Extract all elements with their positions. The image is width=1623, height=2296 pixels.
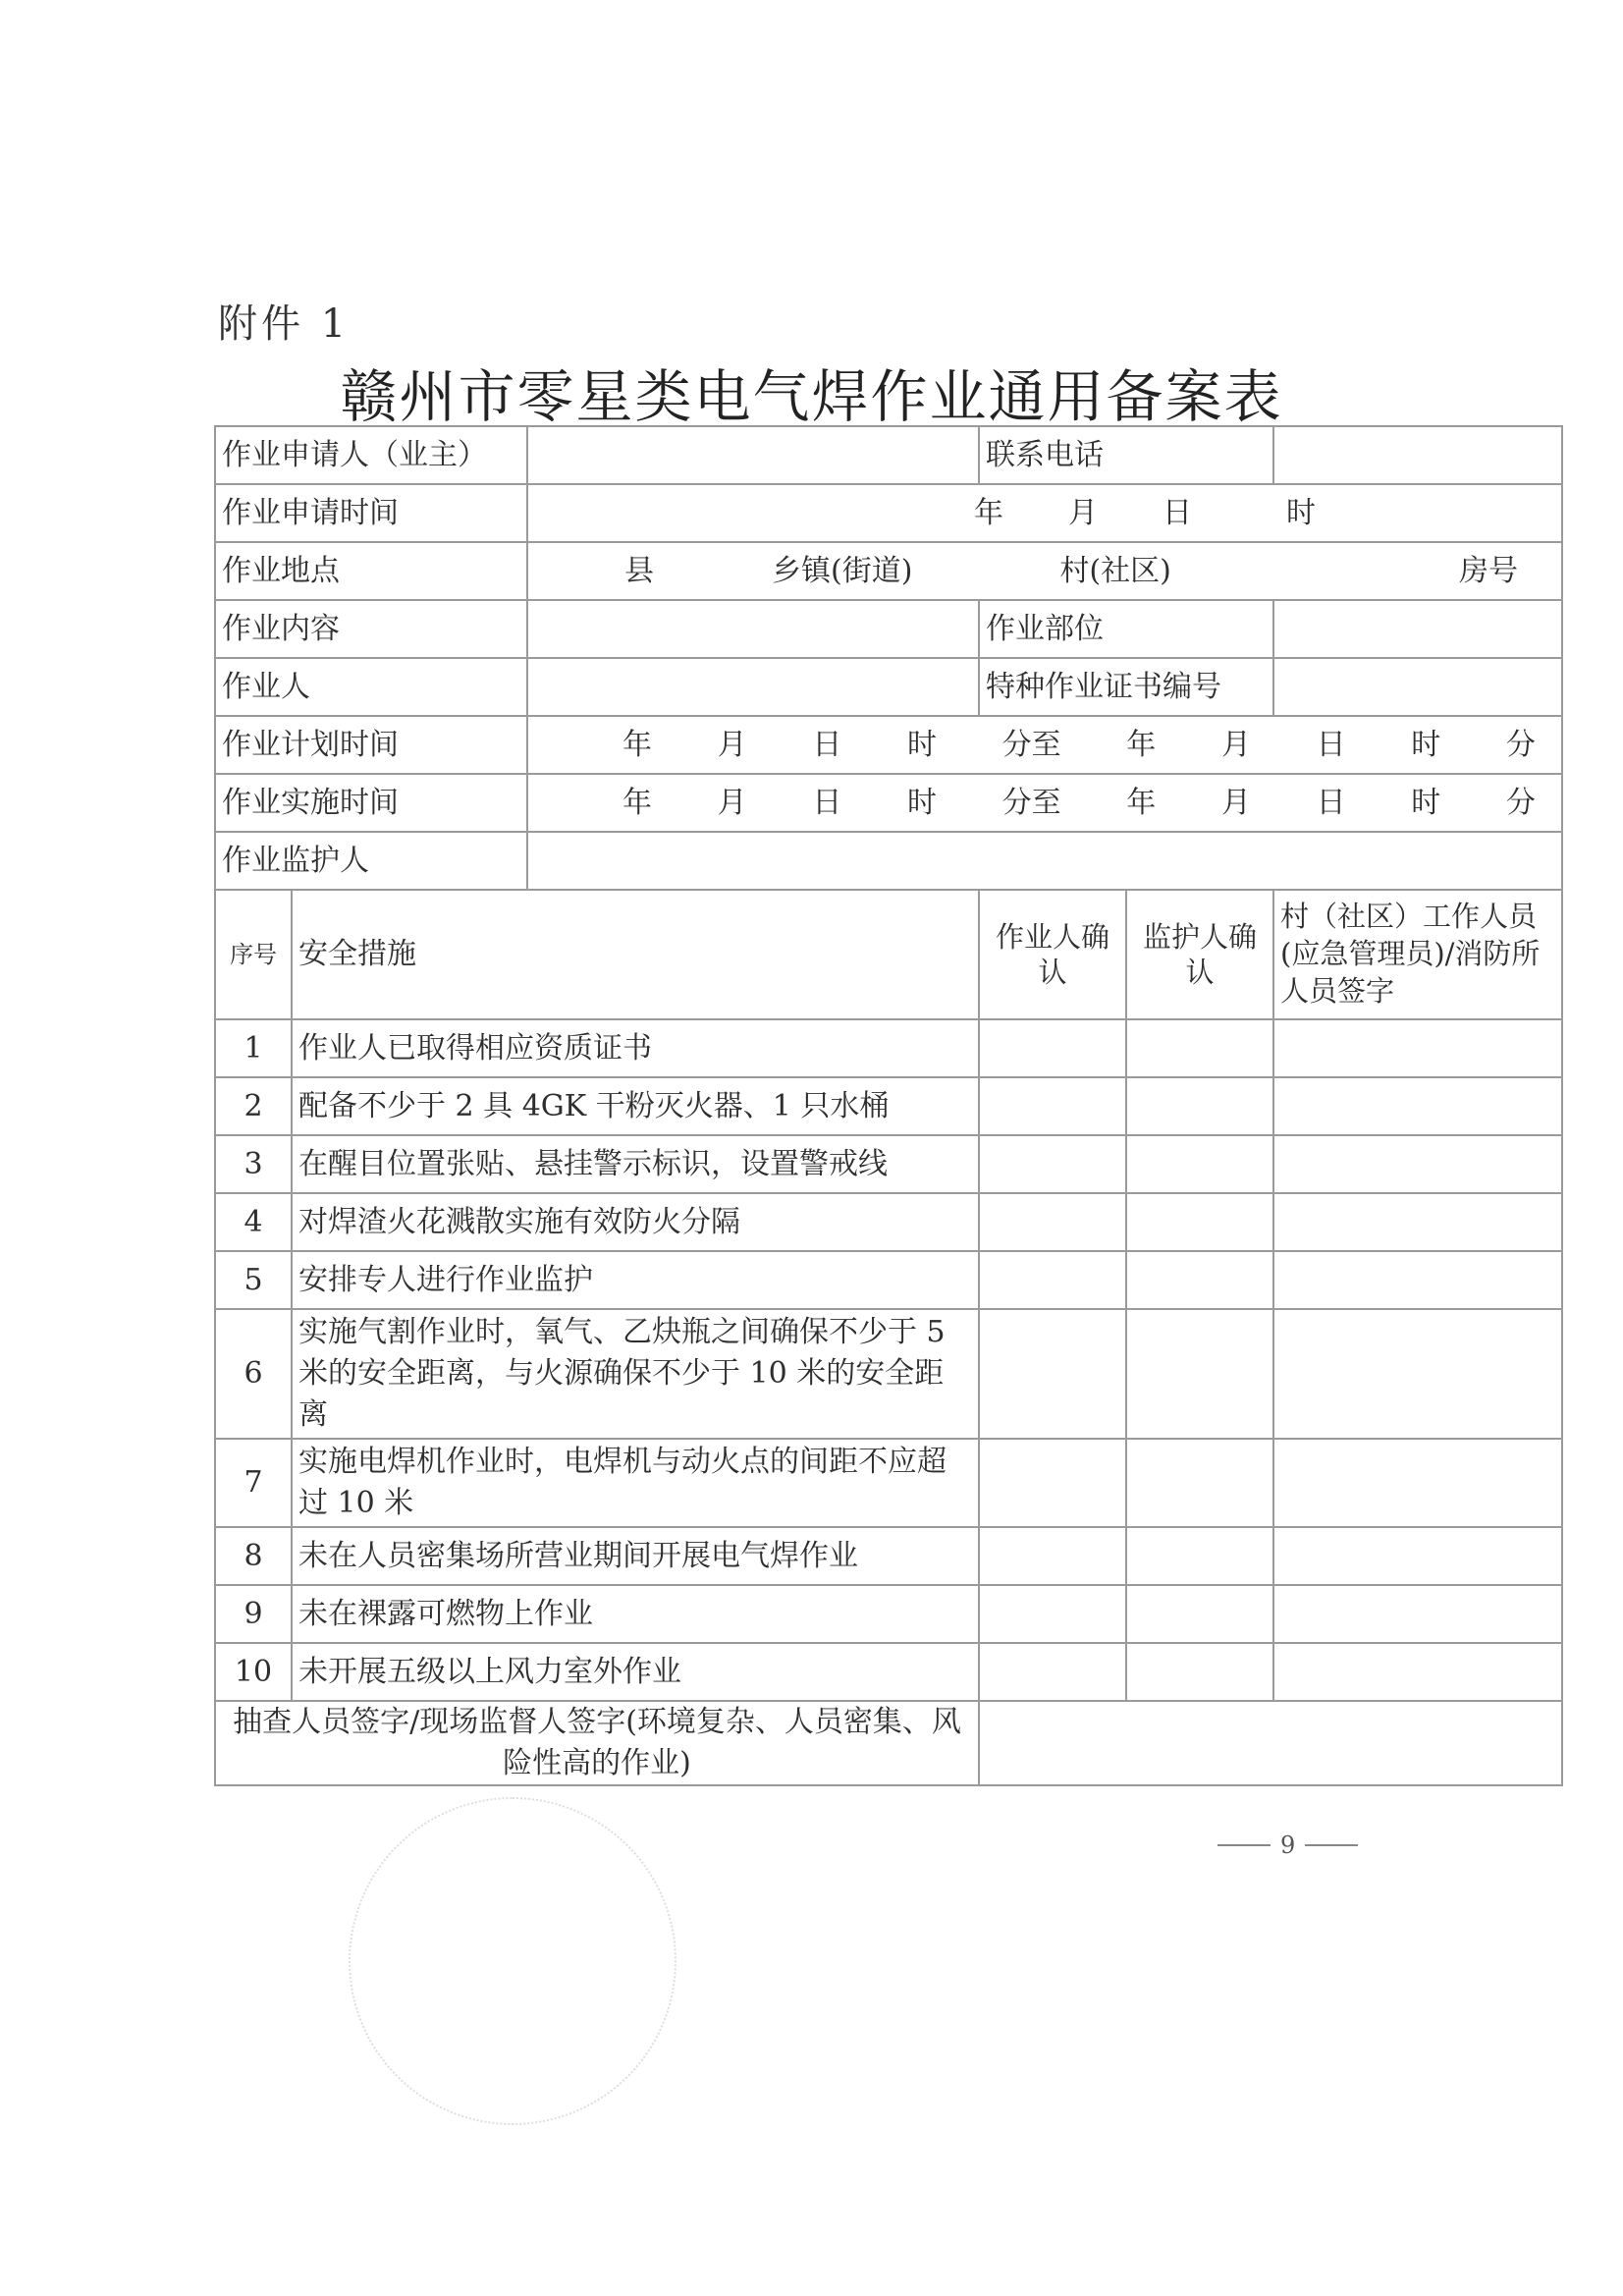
impl-time-label: 作业实施时间 — [215, 774, 527, 832]
apply-time-row — [215, 484, 1562, 542]
month-text: 月 — [717, 785, 747, 820]
cert-label: 特种作业证书编号 — [979, 658, 1273, 716]
measure-header: 安全措施 — [292, 890, 979, 1019]
guardian-label: 作业监护人 — [215, 832, 527, 890]
measure-number: 6 — [215, 1309, 292, 1439]
worker-confirm-cell[interactable] — [979, 1193, 1126, 1251]
guardian-confirm-cell[interactable] — [1126, 1527, 1273, 1585]
measure-text: 实施气割作业时，氧气、乙炔瓶之间确保不少于 5 米的安全距离，与火源确保不少于 10 米的安全距离 — [292, 1309, 979, 1439]
minute-to-text: 分至 — [1001, 727, 1061, 762]
room-no-text: 房号 — [1459, 553, 1518, 588]
measure-number: 1 — [215, 1019, 292, 1077]
page-number-text: 9 — [1280, 1831, 1296, 1859]
measure-text: 对焊渣火花溅散实施有效防火分隔 — [292, 1193, 979, 1251]
seq-header: 序号 — [215, 890, 292, 1019]
worker-confirm-cell[interactable] — [979, 1585, 1126, 1643]
year-text: 年 — [974, 495, 1003, 530]
year-text: 年 — [622, 727, 652, 762]
guardian-confirm-cell[interactable] — [1126, 1077, 1273, 1135]
official-sign-cell[interactable] — [1273, 1135, 1562, 1193]
measure-row — [215, 1309, 1562, 1439]
measure-number: 10 — [215, 1643, 292, 1701]
day-text: 日 — [1163, 495, 1192, 530]
day-text: 日 — [1316, 727, 1346, 762]
worker-confirm-cell[interactable] — [979, 1643, 1126, 1701]
attachment-label: 附件 1 — [218, 301, 351, 347]
worker-confirm-cell[interactable] — [979, 1251, 1126, 1309]
minute-text: 分 — [1505, 727, 1536, 762]
inspector-row — [215, 1701, 1562, 1785]
measure-text: 未开展五级以上风力室外作业 — [292, 1643, 979, 1701]
worker-confirm-header: 作业人确认 — [979, 890, 1126, 1019]
measure-text: 未在人员密集场所营业期间开展电气焊作业 — [292, 1527, 979, 1585]
measure-number: 2 — [215, 1077, 292, 1135]
measure-text: 作业人已取得相应资质证书 — [292, 1019, 979, 1077]
guardian-confirm-cell[interactable] — [1126, 1585, 1273, 1643]
guardian-confirm-cell[interactable] — [1126, 1309, 1273, 1439]
measure-row — [215, 1585, 1562, 1643]
guardian-row — [215, 832, 1562, 890]
guardian-confirm-cell[interactable] — [1126, 1439, 1273, 1527]
phone-label: 联系电话 — [979, 426, 1273, 484]
measure-row — [215, 1135, 1562, 1193]
official-sign-cell[interactable] — [1273, 1019, 1562, 1077]
content-label: 作业内容 — [215, 600, 527, 658]
part-field[interactable] — [1273, 600, 1562, 658]
year-text: 年 — [1126, 785, 1157, 820]
page-number — [1217, 1831, 1358, 1859]
impl-time-row — [215, 774, 1562, 832]
location-label: 作业地点 — [215, 542, 527, 600]
apply-time-label: 作业申请时间 — [215, 484, 527, 542]
measure-text: 未在裸露可燃物上作业 — [292, 1585, 979, 1643]
faint-stamp-mark — [349, 1797, 676, 2125]
official-sign-cell[interactable] — [1273, 1585, 1562, 1643]
dash-left — [1217, 1844, 1271, 1846]
measure-text: 在醒目位置张贴、悬挂警示标识，设置警戒线 — [292, 1135, 979, 1193]
impl-time-field[interactable] — [527, 774, 1562, 832]
worker-row — [215, 658, 1562, 716]
inspector-label: 抽查人员签字/现场监督人签字(环境复杂、人员密集、风险性高的作业) — [215, 1701, 979, 1785]
township-text: 乡镇(街道) — [772, 553, 913, 588]
measure-text: 配备不少于 2 具 4GK 干粉灭火器、1 只水桶 — [292, 1077, 979, 1135]
month-text: 月 — [1220, 785, 1251, 820]
content-field[interactable] — [527, 600, 979, 658]
hour-text: 时 — [1411, 727, 1441, 762]
worker-confirm-cell[interactable] — [979, 1019, 1126, 1077]
measure-text: 安排专人进行作业监护 — [292, 1251, 979, 1309]
plan-time-label: 作业计划时间 — [215, 716, 527, 774]
applicant-field[interactable] — [527, 426, 979, 484]
hour-text: 时 — [906, 785, 937, 820]
guardian-confirm-cell[interactable] — [1126, 1643, 1273, 1701]
hour-text: 时 — [906, 727, 937, 762]
measure-row — [215, 1527, 1562, 1585]
official-sign-cell[interactable] — [1273, 1439, 1562, 1527]
measure-number: 5 — [215, 1251, 292, 1309]
dash-right — [1305, 1844, 1358, 1846]
hour-text: 时 — [1411, 785, 1441, 820]
location-field[interactable] — [527, 542, 1562, 600]
measure-row — [215, 1439, 1562, 1527]
worker-confirm-cell[interactable] — [979, 1439, 1126, 1527]
phone-field[interactable] — [1273, 426, 1562, 484]
inspector-signature-field[interactable] — [979, 1701, 1562, 1785]
applicant-row — [215, 426, 1562, 484]
day-text: 日 — [812, 727, 842, 762]
year-text: 年 — [622, 785, 652, 820]
year-text: 年 — [1126, 727, 1157, 762]
part-label: 作业部位 — [979, 600, 1273, 658]
guardian-confirm-cell[interactable] — [1126, 1193, 1273, 1251]
measure-row — [215, 1019, 1562, 1077]
official-sign-cell[interactable] — [1273, 1309, 1562, 1439]
official-sign-cell[interactable] — [1273, 1643, 1562, 1701]
worker-field[interactable] — [527, 658, 979, 716]
measure-number: 9 — [215, 1585, 292, 1643]
official-sign-cell[interactable] — [1273, 1077, 1562, 1135]
measure-row — [215, 1077, 1562, 1135]
worker-confirm-cell[interactable] — [979, 1135, 1126, 1193]
official-sign-cell[interactable] — [1273, 1193, 1562, 1251]
day-text: 日 — [1316, 785, 1346, 820]
measure-row — [215, 1251, 1562, 1309]
measure-number: 8 — [215, 1527, 292, 1585]
page-title: 赣州市零星类电气焊作业通用备案表 — [340, 363, 1283, 430]
measure-row — [215, 1193, 1562, 1251]
official-sign-header: 村（社区）工作人员(应急管理员)/消防所人员签字 — [1273, 890, 1562, 1019]
location-row — [215, 542, 1562, 600]
worker-label: 作业人 — [215, 658, 527, 716]
apply-time-field[interactable] — [527, 484, 1562, 542]
official-sign-cell[interactable] — [1273, 1251, 1562, 1309]
guardian-confirm-cell[interactable] — [1126, 1135, 1273, 1193]
worker-confirm-cell[interactable] — [979, 1077, 1126, 1135]
measure-number: 4 — [215, 1193, 292, 1251]
worker-confirm-cell[interactable] — [979, 1527, 1126, 1585]
measures-header-row — [215, 890, 1562, 1019]
plan-time-field[interactable] — [527, 716, 1562, 774]
guardian-field[interactable] — [527, 832, 1562, 890]
measure-text: 实施电焊机作业时，电焊机与动火点的间距不应超过 10 米 — [292, 1439, 979, 1527]
month-text: 月 — [717, 727, 747, 762]
village-text: 村(社区) — [1059, 553, 1171, 588]
minute-text: 分 — [1505, 785, 1536, 820]
content-row — [215, 600, 1562, 658]
measure-number: 7 — [215, 1439, 292, 1527]
cert-field[interactable] — [1273, 658, 1562, 716]
official-sign-cell[interactable] — [1273, 1527, 1562, 1585]
worker-confirm-cell[interactable] — [979, 1309, 1126, 1439]
guardian-confirm-header: 监护人确认 — [1126, 890, 1273, 1019]
measure-number: 3 — [215, 1135, 292, 1193]
county-text: 县 — [624, 553, 654, 588]
measure-row — [215, 1643, 1562, 1701]
hour-text: 时 — [1286, 495, 1316, 530]
minute-to-text: 分至 — [1001, 785, 1061, 820]
month-text: 月 — [1220, 727, 1251, 762]
guardian-confirm-cell[interactable] — [1126, 1019, 1273, 1077]
filing-form-table — [214, 425, 1563, 1786]
guardian-confirm-cell[interactable] — [1126, 1251, 1273, 1309]
applicant-label: 作业申请人（业主） — [215, 426, 527, 484]
month-text: 月 — [1068, 495, 1098, 530]
day-text: 日 — [812, 785, 842, 820]
plan-time-row — [215, 716, 1562, 774]
